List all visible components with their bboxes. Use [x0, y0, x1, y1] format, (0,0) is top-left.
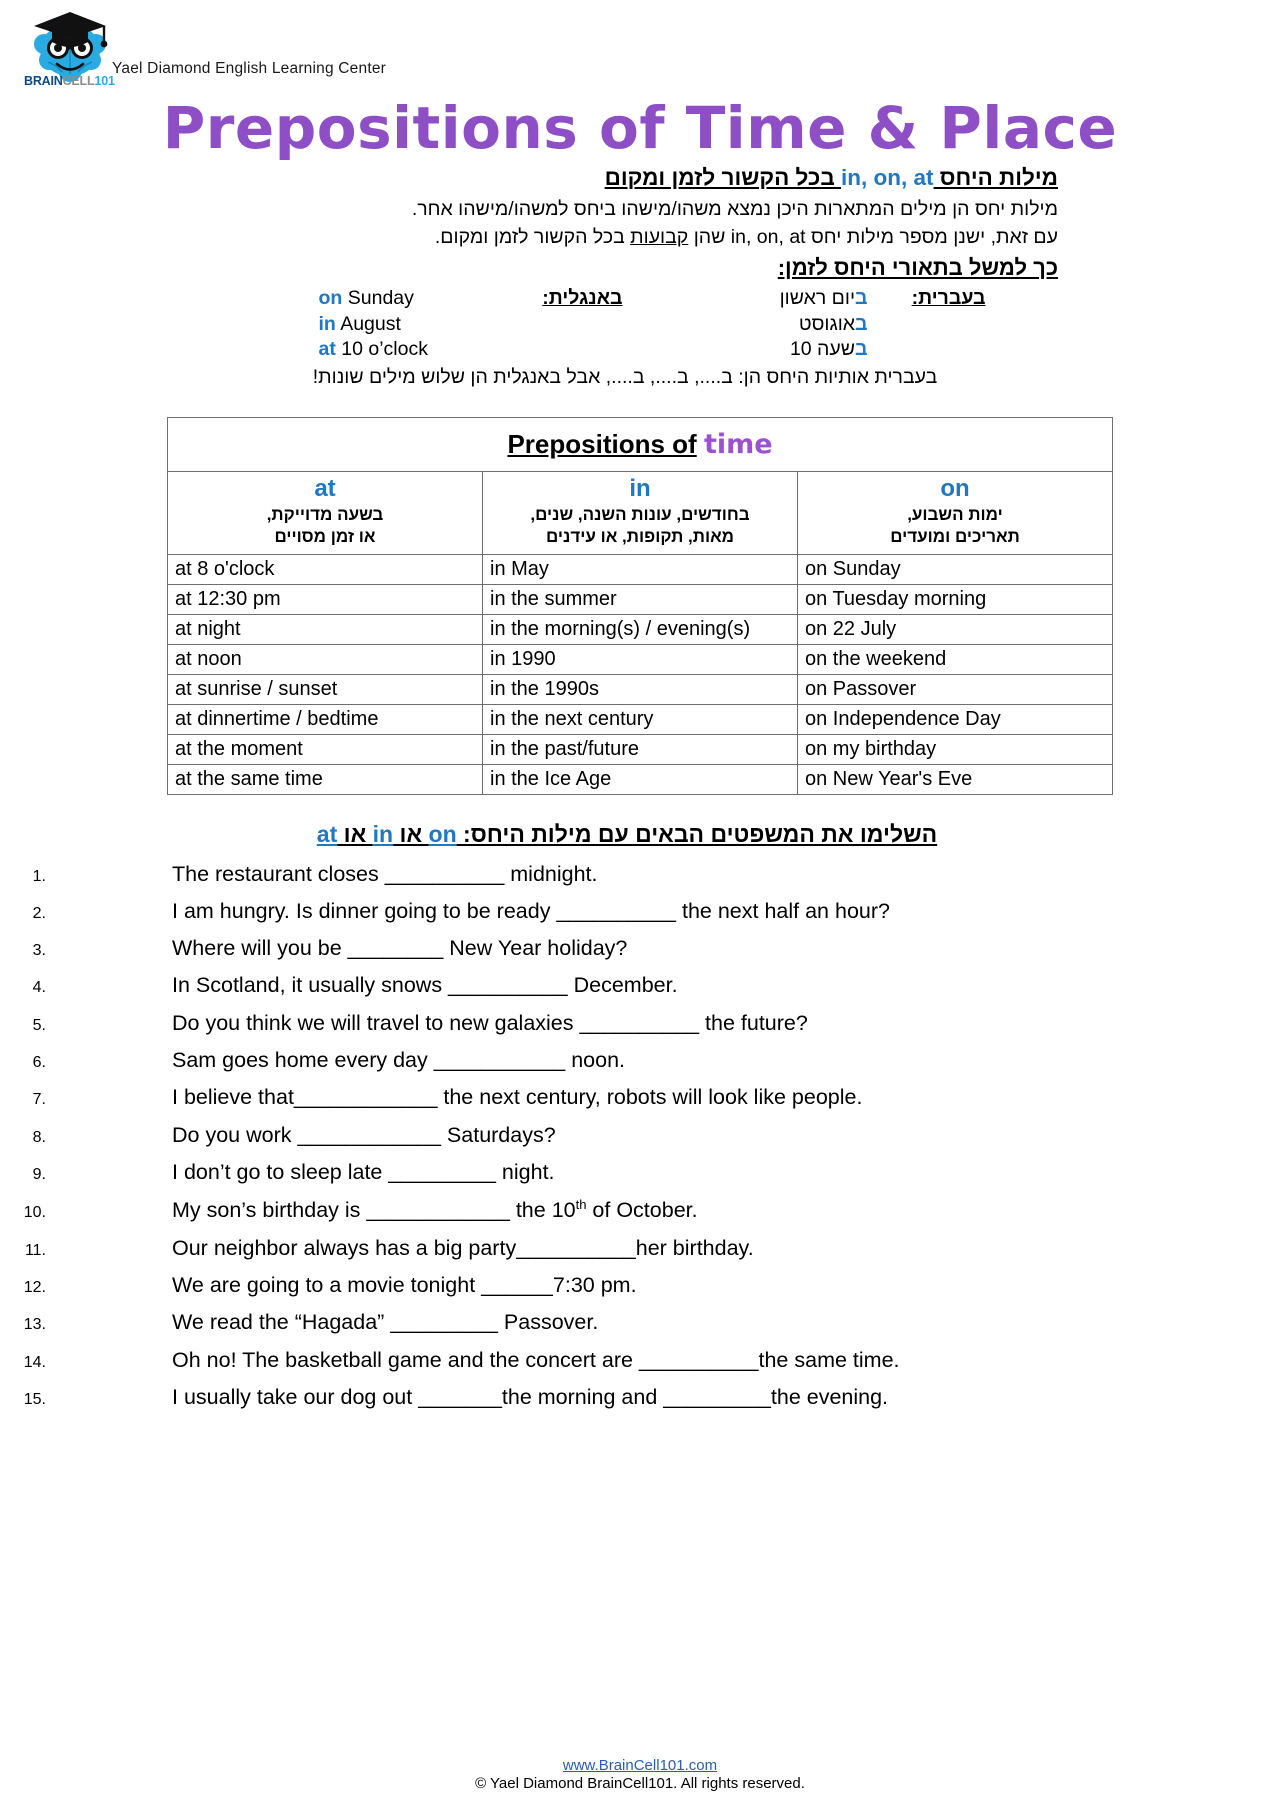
intro-heading-after: בכל הקשור לזמן ומקום: [604, 164, 842, 190]
question-text[interactable]: We are going to a movie tonight ______7:30 pm.: [172, 1272, 637, 1297]
example-he-prep-1: ב: [855, 287, 868, 310]
column-desc-on-line1: ימות השבוע,: [907, 505, 1003, 525]
website-link[interactable]: www.BrainCell101.com: [562, 1757, 718, 1774]
table-title-black: Prepositions of: [507, 429, 697, 460]
examples-english-label: באנגלית:: [542, 287, 623, 310]
question-number: 13.: [23, 1316, 46, 1334]
example-row: [295, 286, 986, 311]
ordinal-suffix: th: [575, 1197, 587, 1213]
example-hebrew-1: [623, 286, 868, 311]
example-english-1: [295, 286, 505, 311]
table-row: [168, 614, 1113, 644]
question-number: 6.: [32, 1054, 46, 1071]
column-preposition-in: in: [629, 475, 651, 503]
column-header-in: [483, 472, 798, 554]
prepositions-of-time-table: [167, 417, 1113, 794]
question-text-part-a: My son’s birthday is ____________ the 10: [172, 1198, 576, 1223]
spacer-cell: [868, 337, 986, 362]
intro-p2-a: עם זאת, ישנן מספר מילות יחס: [805, 226, 1058, 249]
question-text[interactable]: Sam goes home every day ___________ noon.: [172, 1048, 626, 1072]
question-number: 4.: [32, 979, 46, 997]
question-text[interactable]: Oh no! The basketball game and the concert are __________the same time.: [172, 1347, 900, 1372]
page-footer: [0, 1757, 1280, 1792]
page-header: [0, 0, 1280, 92]
question-item: [0, 1085, 1280, 1111]
column-desc-at-line2: או זמן מסויים: [274, 526, 376, 546]
table-row: [168, 764, 1113, 794]
column-desc-in-line1: בחודשים, עונות השנה, שנים,: [530, 505, 750, 525]
question-number: 11.: [24, 1241, 46, 1259]
table-row: [168, 554, 1113, 584]
table-cell-on: on Tuesday morning: [798, 584, 1113, 614]
example-he-rest-3: שעה 10: [789, 337, 856, 360]
exercise-or-1: או: [393, 820, 429, 847]
intro-section: [0, 163, 1280, 284]
questions-list: [0, 862, 1280, 1411]
question-item: [0, 1385, 1280, 1411]
question-item: [0, 1011, 1280, 1037]
table-cell-on: on the weekend: [798, 644, 1113, 674]
example-en-rest-1: Sunday: [347, 287, 414, 310]
table-title-row: [168, 418, 1113, 472]
table-cell-in: in May: [483, 554, 798, 584]
question-number: 9.: [32, 1165, 46, 1183]
table-cell-on: on Sunday: [798, 554, 1113, 584]
example-en-prep-3: at: [318, 337, 336, 360]
question-item: [0, 899, 1280, 925]
example-english-3: [295, 337, 505, 362]
intro-heading-prepositions: in, on, at: [841, 164, 934, 190]
question-item: [0, 973, 1280, 999]
copyright-text: © Yael Diamond BrainCell101. All rights reserved.: [475, 1775, 805, 1792]
examples-note: בעברית אותיות היחס הן: ב...., ב...., ב...., אבל באנגלית הן שלוש מילים שונות!: [312, 366, 938, 389]
learning-center-name: Yael Diamond English Learning Center: [112, 60, 387, 77]
question-number: 1.: [32, 867, 46, 885]
question-number: 7.: [32, 1091, 46, 1109]
table-cell-on: on Passover: [798, 674, 1113, 704]
question-text[interactable]: In Scotland, it usually snows __________ December.: [172, 973, 678, 998]
spacer-cell: [505, 337, 623, 362]
intro-paragraph-1: מילות יחס הן מילים המתארות היכן נמצא משהו/מישהו ביחס למשהו/מישהו אחר.: [411, 198, 1058, 221]
example-row: [295, 337, 986, 362]
intro-heading: [230, 163, 1058, 193]
exercise-or-2: או: [337, 820, 373, 847]
column-preposition-at: at: [314, 475, 336, 503]
question-number: 5.: [32, 1016, 46, 1034]
question-item: [0, 1123, 1280, 1149]
page-title: Prepositions of Time & Place: [162, 94, 1118, 162]
table-column-header-row: [168, 472, 1113, 554]
intro-p2-b: שהן: [688, 226, 731, 249]
table-cell-at: at night: [168, 614, 483, 644]
question-item: [0, 1160, 1280, 1186]
example-row: [295, 312, 986, 337]
example-he-prep-3: ב: [855, 337, 868, 360]
exercise-instruction-text: השלימו את המשפטים הבאים עם מילות היחס:: [456, 820, 938, 847]
question-text[interactable]: I am hungry. Is dinner going to be ready __________ the next half an hour?: [172, 898, 890, 923]
table-cell-on: on 22 July: [798, 614, 1113, 644]
question-text[interactable]: Where will you be ________ New Year holiday?: [172, 936, 628, 961]
table-cell-at: at sunrise / sunset: [168, 674, 483, 704]
question-item: [0, 1273, 1280, 1299]
table-row: [168, 734, 1113, 764]
table-cell-in: in the morning(s) / evening(s): [483, 614, 798, 644]
table-cell-on: on Independence Day: [798, 704, 1113, 734]
question-item: [0, 1236, 1280, 1262]
exercise-instruction: [0, 821, 1280, 848]
intro-p2-underlined: קבועות: [630, 226, 689, 249]
table-row: [168, 674, 1113, 704]
example-he-rest-1: יום ראשון: [779, 287, 856, 310]
question-number: 15.: [23, 1390, 46, 1408]
example-en-prep-1: on: [318, 287, 343, 310]
braincell-logo: [22, 4, 118, 88]
example-en-rest-2: August: [340, 312, 401, 335]
question-number: 3.: [32, 942, 46, 960]
column-desc-at-line1: בשעה מדוייקת,: [266, 505, 384, 525]
question-item: [0, 862, 1280, 888]
spacer-cell: [868, 312, 986, 337]
question-item: [0, 1310, 1280, 1336]
question-number: 8.: [32, 1128, 46, 1146]
table-cell-at: at noon: [168, 644, 483, 674]
intro-heading-before: מילות היחס: [933, 164, 1058, 190]
question-text[interactable]: Do you think we will travel to new galaxies __________ the future?: [172, 1010, 808, 1035]
table-cell-in: in the past/future: [483, 734, 798, 764]
question-item: [0, 936, 1280, 962]
example-en-rest-3: 10 o’clock: [341, 337, 428, 360]
column-header-on: [798, 472, 1113, 554]
example-en-prep-2: in: [318, 312, 336, 335]
question-item: [0, 1048, 1280, 1074]
question-text[interactable]: Do you work ____________ Saturdays?: [172, 1122, 556, 1147]
table-cell-on: on my birthday: [798, 734, 1113, 764]
table-title: [168, 418, 1113, 472]
intro-subheading: כך למשל בתאורי היחס לזמן:: [777, 255, 1058, 281]
column-header-at: [168, 472, 483, 554]
example-english-2: [295, 312, 505, 337]
question-text[interactable]: I don’t go to sleep late _________ night.: [172, 1159, 555, 1184]
question-text[interactable]: I believe that____________ the next century, robots will look like people.: [172, 1085, 863, 1110]
example-he-prep-2: ב: [855, 312, 868, 335]
table-cell-on: on New Year's Eve: [798, 764, 1113, 794]
table-cell-in: in 1990: [483, 644, 798, 674]
exercise-option-at: at: [316, 820, 338, 847]
exercise-option-in: in: [372, 820, 394, 847]
question-item: [0, 1197, 1280, 1224]
table-cell-in: in the Ice Age: [483, 764, 798, 794]
spacer-cell: [505, 312, 623, 337]
question-text[interactable]: Our neighbor always has a big party__________her birthday.: [172, 1235, 754, 1260]
column-desc-on-line2: תאריכים ומועדים: [890, 526, 1020, 546]
example-hebrew-3: [623, 337, 868, 362]
table-row: [168, 644, 1113, 674]
table-cell-at: at the moment: [168, 734, 483, 764]
intro-p2-prepositions: in, on, at: [730, 226, 806, 249]
table-cell-at: at 12:30 pm: [168, 584, 483, 614]
question-text[interactable]: I usually take our dog out _______the morning and _________the evening.: [172, 1384, 889, 1409]
question-number: 14.: [23, 1353, 46, 1371]
question-item: [0, 1348, 1280, 1374]
intro-paragraph-2: [230, 223, 1058, 251]
column-preposition-on: on: [940, 475, 970, 503]
table-cell-at: at dinnertime / bedtime: [168, 704, 483, 734]
example-he-rest-2: אוגוסט: [798, 312, 856, 335]
table-cell-at: at the same time: [168, 764, 483, 794]
question-number: 2.: [32, 904, 46, 922]
question-text[interactable]: [62, 1197, 698, 1224]
table-row: [168, 704, 1113, 734]
prepositions-table-wrapper: [167, 417, 1113, 794]
question-number: 10.: [23, 1204, 46, 1222]
examples-hebrew-label: בעברית:: [911, 287, 986, 310]
column-desc-in-line2: מאות, תקופות, או עידנים: [545, 526, 735, 546]
table-cell-in: in the 1990s: [483, 674, 798, 704]
exercise-option-on: on: [428, 820, 457, 847]
table-cell-in: in the next century: [483, 704, 798, 734]
question-text-part-b: of October.: [586, 1198, 698, 1223]
examples-table: [295, 286, 986, 362]
table-cell-in: in the summer: [483, 584, 798, 614]
table-cell-at: at 8 o'clock: [168, 554, 483, 584]
table-title-purple: time: [703, 429, 773, 461]
question-text[interactable]: We read the “Hagada” _________ Passover.: [172, 1310, 599, 1335]
example-hebrew-2: [623, 312, 868, 337]
logo-wordmark: BRAINCELL101: [24, 74, 115, 88]
question-number: 12.: [23, 1278, 46, 1296]
question-text[interactable]: The restaurant closes __________ midnight.: [172, 861, 598, 886]
intro-p2-c: בכל הקשור לזמן ומקום.: [434, 226, 631, 249]
table-row: [168, 584, 1113, 614]
